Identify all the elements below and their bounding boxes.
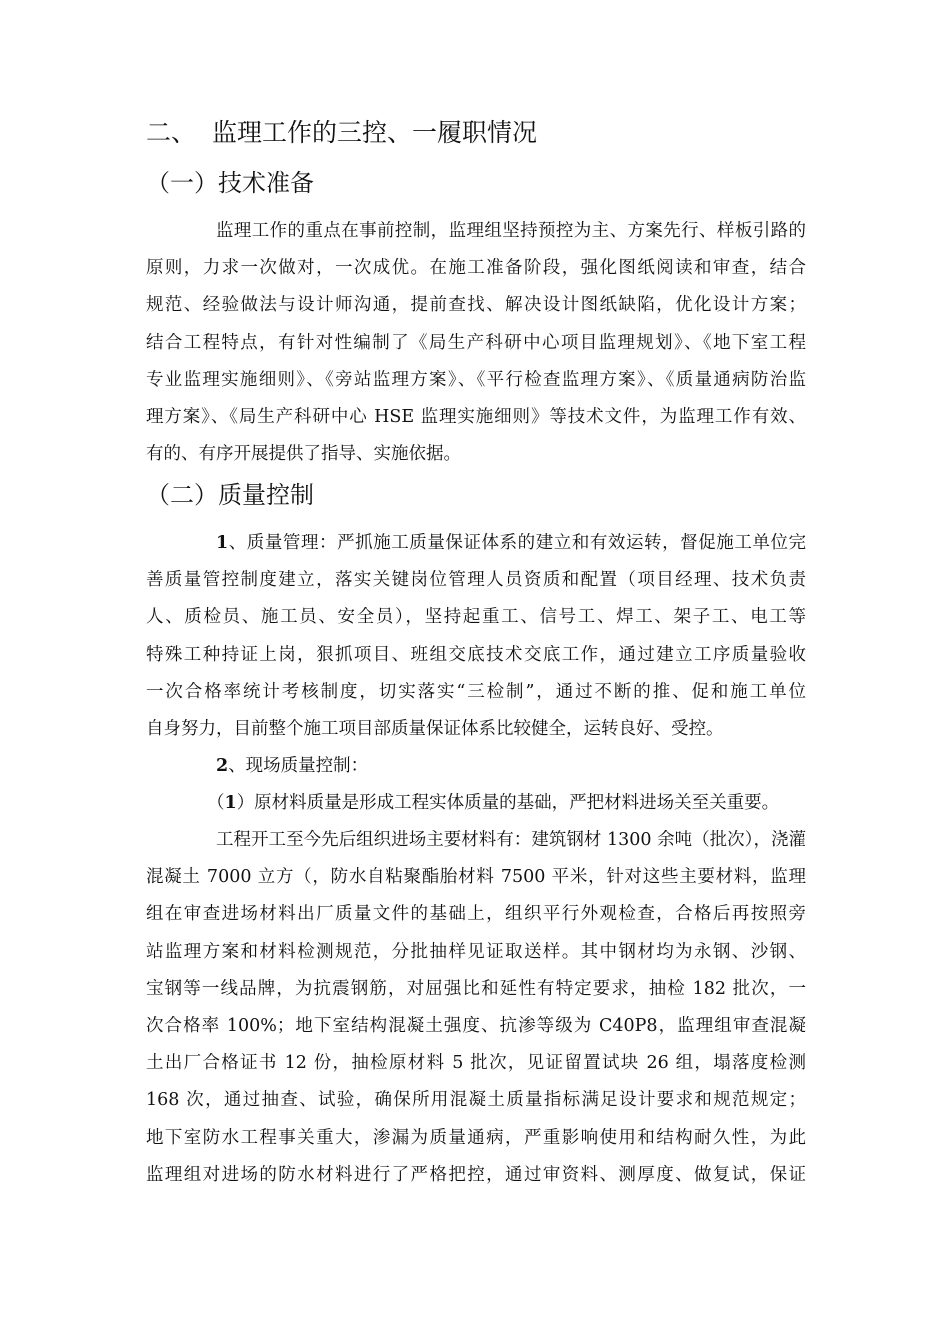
- section-heading-quality-control: （二）质量控制: [146, 481, 314, 509]
- text-line: 理方案》、《局生产科研中心 HSE 监理实施细则》等技术文件，为监理工作有效、: [146, 407, 806, 428]
- text-line: 特殊工种持证上岗，狠抓项目、班组交底技术交底工作，通过建立工序质量验收: [146, 644, 806, 665]
- text-line: 混凝土 7000 立方（，防水自粘聚酯胎材料 7500 平米，针对这些主要材料，监理: [146, 867, 806, 888]
- text-line: 善质量管控制度建立，落实关键岗位管理人员资质和配置（项目经理、技术负责: [146, 570, 806, 591]
- text-line: [146, 785, 806, 822]
- paragraph-raw-materials: [146, 785, 806, 822]
- paragraph-site-quality-control: [146, 748, 806, 785]
- sub-prefix: （: [207, 793, 225, 813]
- text-line: 地下室防水工程事关重大，渗漏为质量通病，严重影响使用和结构耐久性，为此: [146, 1127, 806, 1148]
- paragraph-quality-management: [146, 525, 806, 748]
- sub-text: ）原材料质量是形成工程实体质量的基础，严把材料进场关至关重要。: [236, 793, 780, 813]
- item-number: 1: [216, 533, 229, 553]
- text-line: 人、质检员、施工员、安全员），坚持起重工、信号工、焊工、架子工、电工等: [146, 607, 806, 628]
- main-heading-title: 监理工作的三控、一履职情况: [212, 118, 538, 147]
- text-line: 有的、有序开展提供了指导、实施依据。: [146, 444, 461, 465]
- text-line: [146, 525, 806, 562]
- paragraph-materials-detail: [146, 822, 806, 1194]
- text-line: 168 次，通过抽查、试验，确保所用混凝土质量指标满足设计要求和规范规定；: [146, 1090, 806, 1111]
- text-line: 原则，力求一次做对，一次成优。在施工准备阶段，强化图纸阅读和审查，结合: [146, 258, 806, 279]
- text-line: 土出厂合格证书 12 份，抽检原材料 5 批次，见证留置试块 26 组，塌落度检测: [146, 1053, 806, 1074]
- text-line: 组在审查进场材料出厂质量文件的基础上，组织平行外观检查，合格后再按照旁: [146, 904, 806, 925]
- item-text: 、质量管理：严抓施工质量保证体系的建立和有效运转，督促施工单位完: [228, 533, 806, 553]
- text-line: 站监理方案和材料检测规范，分批抽样见证取送样。其中钢材均为永钢、沙钢、: [146, 941, 806, 962]
- item-number: 2: [216, 756, 229, 776]
- text-line: [146, 748, 806, 785]
- main-heading: [146, 113, 537, 153]
- text-line: 一次合格率统计考核制度，切实落实“三检制”，通过不断的推、促和施工单位: [146, 681, 806, 702]
- item-text: 、现场质量控制：: [228, 756, 369, 776]
- main-heading-number: 二、: [146, 118, 197, 147]
- paragraph-technical-preparation: [146, 213, 806, 473]
- text-line: 工程开工至今先后组织进场主要材料有：建筑钢材 1300 余吨（批次），浇灌: [216, 830, 806, 850]
- text-line: 宝钢等一线品牌，为抗震钢筋，对屈强比和延性有特定要求，抽检 182 批次，一: [146, 978, 806, 999]
- text-line: 次合格率 100%；地下室结构混凝土强度、抗渗等级为 C40P8，监理组审查混凝: [146, 1016, 806, 1037]
- text-line: 结合工程特点，有针对性编制了《局生产科研中心项目监理规划》、《地下室工程: [146, 332, 806, 353]
- text-line: 自身努力，目前整个施工项目部质量保证体系比较健全，运转良好、受控。: [146, 719, 724, 740]
- section-heading-technical-preparation: （一）技术准备: [146, 169, 314, 197]
- text-line: 专业监理实施细则》、《旁站监理方案》、《平行检查监理方案》、《质量通病防治监: [146, 369, 806, 390]
- text-line: 监理组对进场的防水材料进行了严格把控，通过审资料、测厚度、做复试，保证: [146, 1164, 806, 1185]
- text-line: 监理工作的重点在事前控制，监理组坚持预控为主、方案先行、样板引路的: [216, 221, 806, 241]
- text-line: 规范、经验做法与设计师沟通，提前查找、解决设计图纸缺陷，优化设计方案；: [146, 295, 806, 316]
- sub-number: 1: [224, 793, 237, 813]
